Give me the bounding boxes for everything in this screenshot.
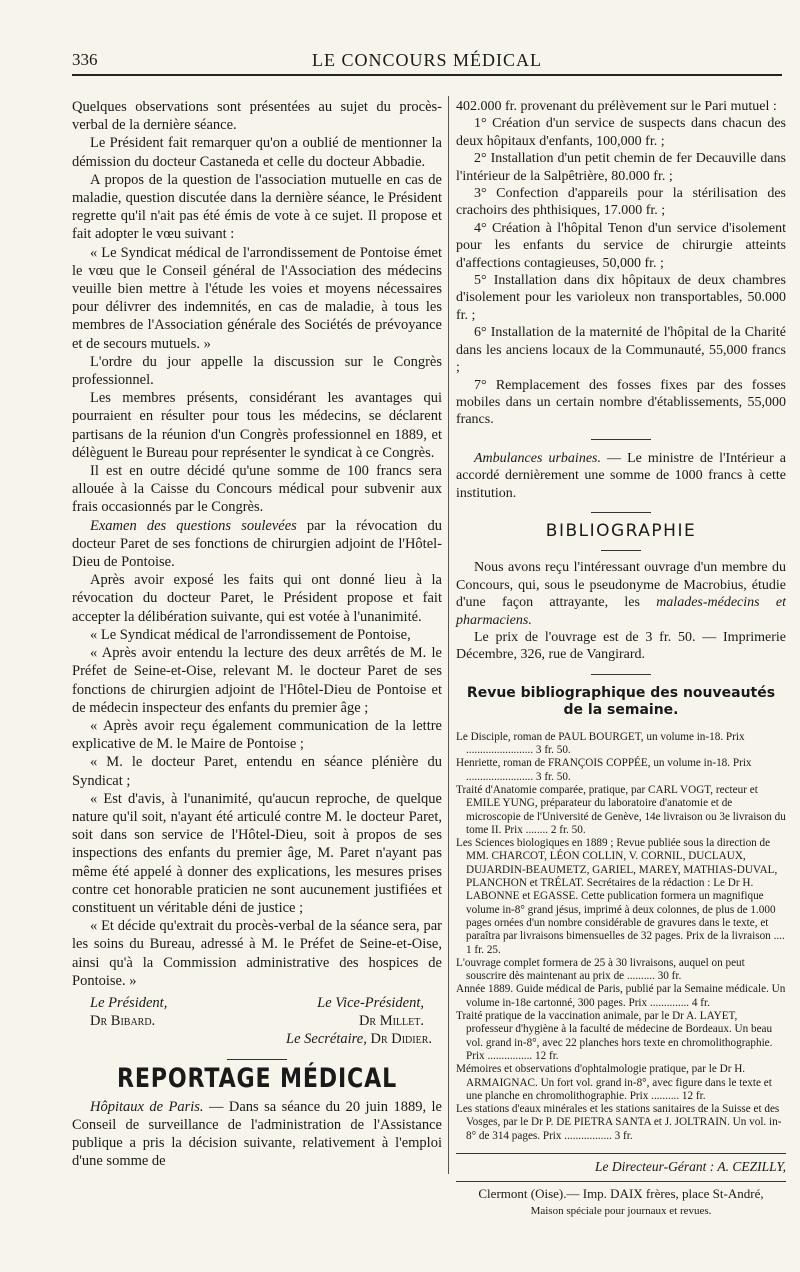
biblio-text: Nous avons reçu l'intéressant ouvrage d'un membre du Concours, qui, sous le pseudonyme de Macrobius, étudie d'une façon attrayante, les	[456, 560, 786, 611]
ambulances-italic: Ambulances urbaines.	[474, 450, 601, 466]
divider	[591, 674, 651, 675]
list-item: Mémoires et observations d'ophtalmologie pratique, par le Dr H. ARMAIGNAC. Un fort vol. grand in-8°, avec figure dans le texte et une planche en chromolithographie. Prix .......... 12 fr.	[456, 1063, 772, 1102]
divider	[227, 1059, 287, 1060]
sig-didier: Dr Didier.	[370, 1031, 432, 1048]
paragraph	[72, 517, 442, 572]
list-item: Traité d'Anatomie comparée, pratique, par CARL VOGT, recteur et EMILE YUNG, préparateur du laboratoire d'anatomie et de microscopie de l'Université de Genève, 14e livraison ou 3e livraison du tome II. Prix ........ 2 fr. 50.	[456, 783, 786, 836]
page-number: 336	[72, 50, 98, 69]
list-item: Henriette, roman de FRANÇOIS COPPÉE, un volume in-18. Prix ........................ 3 fr. 50.	[456, 757, 752, 783]
revue-title: Revue bibliographique des nouveautés de la semaine.	[466, 684, 776, 718]
right-column	[456, 98, 786, 1220]
running-title: LE CONCOURS MÉDICAL	[311, 50, 542, 70]
paragraph	[456, 559, 786, 629]
list-item: Traité pratique de la vaccination animale, par le Dr A. LAYET, professeur d'hygiène à la faculté de médecine de Bordeaux. Un beau vol. grand in-8°, avec 22 planches hors texte en chromolithographie. Prix ................ 12 fr.	[456, 1010, 773, 1062]
page-header	[72, 48, 782, 76]
reportage-text: — Dans sa séance du 20 juin 1889, le Conseil de surveillance de l'administration de l'Assistance publique a pris la décision suivante, relativement à l'emploi d'une somme de	[72, 1098, 442, 1170]
paragraph	[72, 1098, 442, 1171]
paragraph: L'ordre du jour appelle la discussion sur le Congrès professionnel.	[72, 353, 442, 389]
imprimeur	[456, 1181, 786, 1220]
paragraph: Quelques observations sont présentées au sujet du procès-verbal de la dernière séance.	[72, 99, 442, 134]
sig-millet: Dr Millet.	[358, 1013, 424, 1030]
list-item: L'ouvrage complet formera de 25 à 30 livraisons, auquel on peut souscrire dès maintenant au prix de .......... 30 fr.	[456, 956, 745, 983]
paragraph: « Après avoir entendu la lecture des deux arrêtés de M. le Préfet de Seine-et-Oise, relevant M. le docteur Paret de ses fonctions de chirurgien adjoint de l'Hôtel-Dieu de Pontoise et de médecin inspecteur des enfants du premier âge ;	[72, 645, 442, 716]
list-item: 7° Remplacement des fosses fixes par des fosses mobiles dans un certain nombre d'établissements, 55,000 francs.	[456, 377, 786, 428]
list-item: Les Sciences biologiques en 1889 ; Revue publiée sous la direction de MM. CHARCOT, LÉON COLLIN, V. CORNIL, DUCLAUX, DUJARDIN-BEAUMETZ, GARIEL, MAREY, MATHIAS-DUVAL, PLANCHON et TRÉLAT. Secrétaires de la rédaction : Le Dr H. LABONNE et EGASSE. Cette publication formera un magnifique volume in-8° grand jésus, imprimé à deux colonnes, de plus de 1.000 pages ornées d'un nombre considérable de gravures dans le texte, et paraîtra par livraisons bimensuelles de 32 pages. Prix de la livraison .... 1 fr. 25.	[456, 837, 785, 956]
list-item: 5° Installation dans dix hôpitaux de deux chambres d'isolement pour les varioleux non transportables, 50.000 fr. ;	[456, 273, 786, 323]
paragraph: Après avoir exposé les faits qui ont donné lieu à la révocation du docteur Paret, le Président propose et fait accepter la délibération suivante, qui est votée à l'unanimité.	[72, 572, 442, 625]
paragraph: « Le Syndicat médical de l'arrondissement de Pontoise émet le vœu que le Conseil général de l'Association des médecins veuille bien mettre à l'étude les voies et moyens nécessaires pour délivrer des indemnités, en cas de maladie, à tous les membres de l'Association générale des Sociétés de prévoyance et de secours mutuels. »	[72, 244, 442, 352]
left-column	[72, 98, 442, 1171]
list-item: Année 1889. Guide médical de Paris, publié par la Semaine médicale. Un volume in-18e cartonné, 300 pages. Prix .............. 4 fr.	[456, 983, 786, 1009]
paragraph: « Le Syndicat médical de l'arrondissement de Pontoise,	[90, 626, 411, 643]
list-item: 6° Installation de la maternité de l'hôpital de la Charité dans les anciens locaux de la Communauté, 55,000 francs ;	[456, 325, 786, 376]
paragraph: Le prix de l'ouvrage est de 3 fr. 50. — Imprimerie Décembre, 326, rue de Vangirard.	[456, 629, 786, 663]
paragraph: Les membres présents, considérant les avantages qui pourraient en résulter pour tous les médecins, se déclarent partisans de la réunion d'un Congrès professionnel en 1889, et délèguent le Bureau pour représenter le syndicat à ce Congrès.	[72, 390, 442, 461]
imprimeur-line: Clermont (Oise).— Imp. DAIX frères, place St-André,	[478, 1186, 764, 1202]
paragraph: « Après avoir reçu également communication de la lettre explicative de M. le Maire de Pontoise ;	[72, 717, 442, 753]
sig-president: Le Président,	[90, 994, 168, 1011]
examen-text: par la révocation du docteur Paret de ses fonctions de chirurgien adjoint de l'Hôtel-Dieu de Pontoise.	[72, 517, 442, 571]
divider	[591, 512, 651, 513]
divider	[591, 439, 651, 440]
biblio-italic: malades-médecins et pharmaciens.	[456, 595, 786, 628]
ambulances-text: — Le ministre de l'Intérieur a accordé dernièrement une somme de 1000 francs à cette institution.	[456, 450, 786, 501]
list-item: 3° Confection d'appareils pour la stérilisation des crachoirs des phthisiques, 17.000 fr. ;	[456, 186, 786, 219]
paragraph: 402.000 fr. provenant du prélèvement sur le Pari mutuel :	[456, 99, 777, 114]
list-item: 2° Installation d'un petit chemin de fer Decauville dans l'intérieur de la Salpêtrière, 80.000 fr. ;	[456, 151, 786, 184]
column-divider	[448, 96, 449, 1174]
list-item: 1° Création d'un service de suspects dans chacun des deux hôpitaux d'enfants, 100,000 fr. ;	[456, 116, 786, 149]
paragraph: « Est d'avis, à l'unanimité, qu'aucun reproche, de quelque nature qu'il soit, n'ayant été articulé contre M. le docteur Paret, soit dans son service de l'Hôtel-Dieu, soit à propos de ses inspections des enfants du premier âge, M. Paret n'ayant pas même été appelé à donner des explications, les mesures prises contre cet honorable praticien ne sont aucunement justifiées et constituent un véritable déni de justice ;	[72, 790, 442, 916]
sig-vice-president: Le Vice-Président,	[317, 994, 424, 1011]
paragraph: Le Président fait remarquer qu'on a oublié de mentionner la démission du docteur Castaneda et celle du docteur Abbadie.	[72, 135, 442, 170]
directeur-gerant: Le Directeur-Gérant : A. CEZILLY,	[456, 1153, 786, 1175]
paragraph: Il est en outre décidé qu'une somme de 100 francs sera allouée à la Caisse du Concours médical pour subvenir aux frais occasionnés par le Congrès.	[72, 463, 442, 516]
book-list	[456, 731, 786, 1143]
reportage-italic: Hôpitaux de Paris.	[90, 1098, 204, 1115]
sig-secretaire: Le Secrétaire,	[286, 1031, 367, 1048]
paragraph: « Et décide qu'extrait du procès-verbal de la séance sera, par les soins du Bureau, adressé à M. le Préfet de Seine-et-Oise, ainsi qu'à la Commission administrative des hospices de Pontoise. »	[72, 918, 442, 989]
examen-italic: Examen des questions soulevées	[90, 517, 297, 534]
imprimeur-small: Maison spéciale pour journaux et revues.	[530, 1204, 712, 1217]
bibliographie-title: BIBLIOGRAPHIE	[545, 520, 697, 541]
list-item: Le Disciple, roman de PAUL BOURGET, un volume in-18. Prix ........................ 3 fr. 50.	[456, 730, 745, 757]
list-item: 4° Création à l'hôpital Tenon d'un service d'isolement pour les enfants du service de chirurgie atteints d'affections contagieuses, 50,000 fr. ;	[456, 220, 786, 271]
paragraph	[456, 450, 786, 502]
sig-bibard: Dr Bibard.	[90, 1013, 156, 1030]
paragraph: A propos de la question de l'association mutuelle en cas de maladie, question discutée dans la dernière séance, le Président regrette qu'il n'ait pas été émis de vote à ce sujet. Il propose et fait adopter le vœu suivant :	[72, 171, 442, 243]
list-item: Les stations d'eaux minérales et les stations sanitaires de la Suisse et des Vosges, par le Dr P. DE PIETRA SANTA et J. JOLTRAIN. Un vol. in-8° de 314 pages. Prix ................. 3 fr.	[456, 1103, 782, 1142]
divider	[601, 550, 641, 551]
section-title: REPORTAGE MÉDICAL	[116, 1062, 398, 1094]
signatures	[72, 994, 442, 1049]
paragraph: « M. le docteur Paret, entendu en séance plénière du Syndicat ;	[72, 754, 442, 789]
